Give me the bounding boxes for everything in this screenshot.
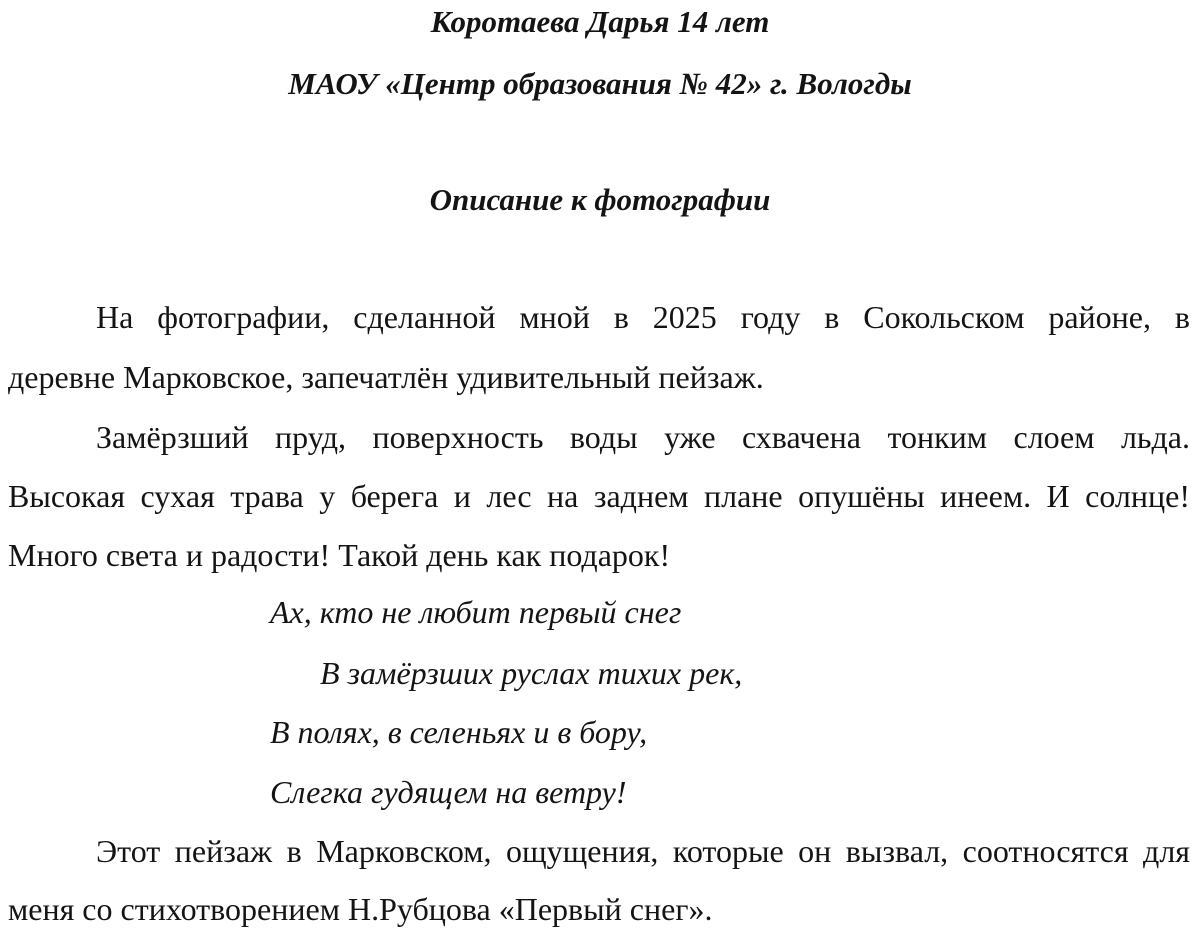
- poem-line-2: В замёрзших руслах тихих рек,: [320, 655, 743, 691]
- paragraph-1-line-2: деревне Марковское, запечатлён удивительный пейзаж.: [8, 359, 764, 395]
- poem-line-3: В полях, в селеньях и в бору,: [270, 714, 648, 750]
- school-line: МАОУ «Центр образования № 42» г. Вологды: [288, 66, 912, 101]
- poem-line-1: Ах, кто не любит первый снег: [270, 594, 682, 630]
- paragraph-1-line-1: На фотографии, сделанной мной в 2025 году в Сокольском районе, в: [96, 299, 1190, 335]
- paragraph-3-line-1: Этот пейзаж в Марковском, ощущения, которые он вызвал, соотносятся для: [96, 833, 1190, 869]
- author-line: Коротаева Дарья 14 лет: [430, 4, 770, 39]
- document-title: Описание к фотографии: [429, 182, 771, 217]
- paragraph-2-line-1: Замёрзший пруд, поверхность воды уже схвачена тонким слоем льда.: [96, 419, 1190, 455]
- paragraph-2-line-2: Высокая сухая трава у берега и лес на заднем плане опушёны инеем. И солнце!: [8, 478, 1190, 514]
- poem-line-4: Слегка гудящем на ветру!: [270, 774, 627, 810]
- paragraph-2-line-3: Много света и радости! Такой день как подарок!: [8, 537, 671, 573]
- paragraph-3-line-2: меня со стихотворением Н.Рубцова «Первый снег».: [8, 891, 713, 927]
